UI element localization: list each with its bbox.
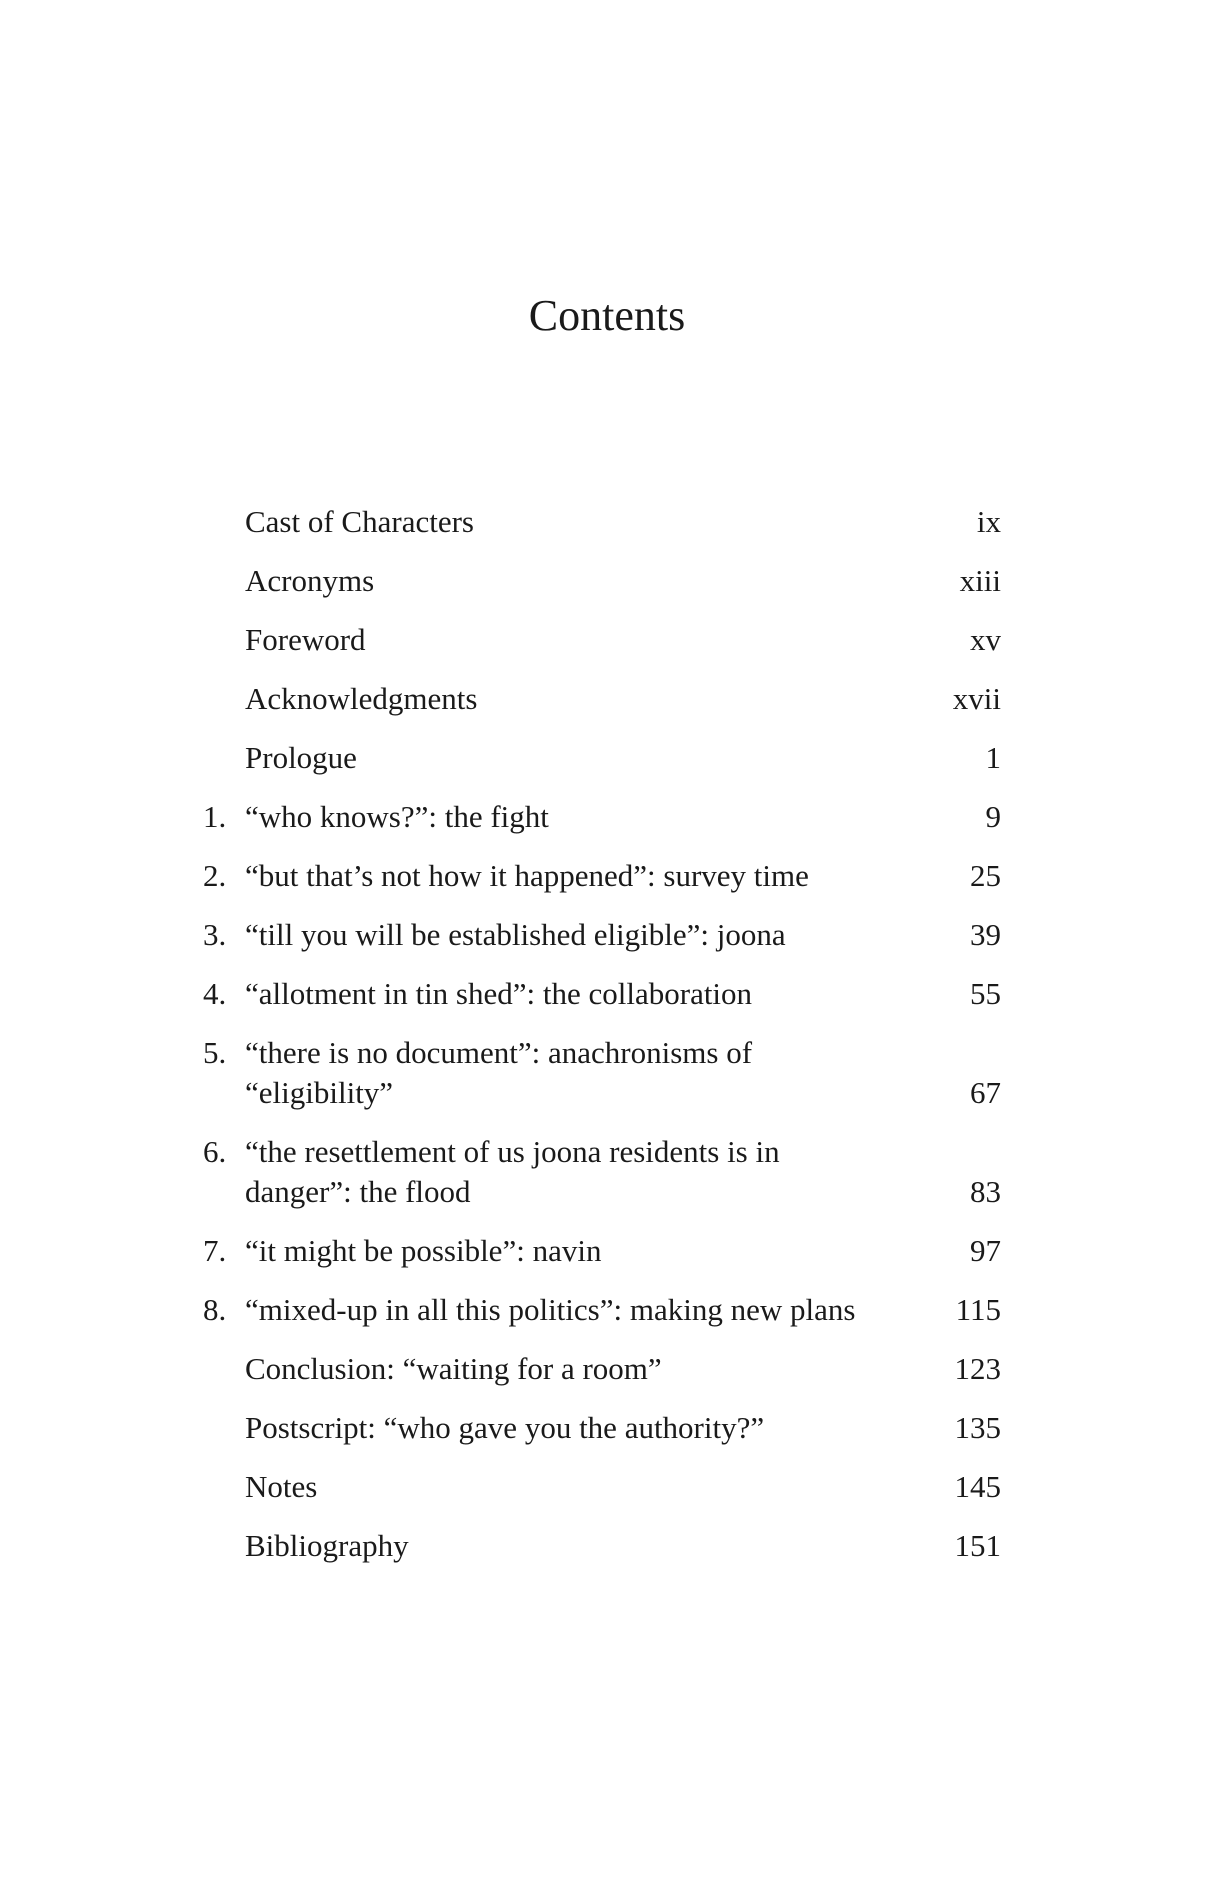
toc-entry-number: 3. [203,917,227,952]
toc-entry-page-number: xvii [952,681,1001,716]
toc-entry-title [245,1349,915,1389]
toc-entry[interactable] [0,1132,1214,1212]
toc-entry-title-line: “but that’s not how it happened”: survey time [245,858,809,893]
toc-entry-page-number: ix [976,504,1001,539]
toc-entry-page-number: 115 [955,1292,1001,1327]
toc-entry-page-number: 123 [954,1351,1001,1386]
toc-entry[interactable] [0,915,1214,955]
toc-entry-page-number: 9 [985,799,1001,834]
toc-entry-page-number: 151 [954,1528,1001,1563]
toc-entry[interactable] [0,1033,1214,1113]
toc-entry-title [245,738,915,778]
toc-entry-page-number: xiii [959,563,1001,598]
toc-entry-title [245,974,915,1014]
toc-entry-title [245,915,915,955]
toc-entry-title-line: Foreword [245,622,366,657]
toc-entry-title [245,561,915,601]
toc-entry-title-line: Prologue [245,740,357,775]
toc-entry-title-line: Acronyms [245,563,375,598]
toc-entry-title [245,620,915,660]
toc-entry-page-number: 67 [970,1075,1001,1110]
toc-entry[interactable] [0,1526,1214,1566]
toc-entry[interactable] [0,856,1214,896]
toc-entry-page-number: 97 [970,1233,1001,1268]
toc-entry-number: 1. [203,799,227,834]
toc-entry-title-line: Cast of Characters [245,504,474,539]
toc-entry[interactable] [0,502,1214,542]
toc-entry[interactable] [0,1290,1214,1330]
toc-entry[interactable] [0,620,1214,660]
toc-entry[interactable] [0,1349,1214,1389]
toc-entry[interactable] [0,561,1214,601]
toc-entry-number: 4. [203,976,227,1011]
toc-entry-title-line: “till you will be established eligible”: joona [245,917,786,952]
toc-entry-page-number: 135 [954,1410,1001,1445]
toc-entry-title-line: “there is no document”: anachronisms of [245,1035,753,1070]
toc-entry-page-number: 25 [970,858,1001,893]
toc-entry[interactable] [0,797,1214,837]
toc-entry-page-number: xv [970,622,1001,657]
toc-entry-title-line: Conclusion: “waiting for a room” [245,1351,662,1386]
toc-entry-page-number: 39 [970,917,1001,952]
toc-entry-number: 5. [203,1035,227,1070]
toc-entry-title [245,797,915,837]
toc-entry-title-line: Bibliography [245,1528,409,1563]
toc-entry[interactable] [0,679,1214,719]
toc-entry-page-number: 1 [985,740,1001,775]
toc-entry-number: 8. [203,1292,227,1327]
page-title: Contents [528,291,686,340]
table-of-contents [0,502,1214,1585]
toc-entry-title-line: “eligibility” [245,1075,394,1110]
toc-entry-title [245,856,915,896]
toc-entry-title-line: “it might be possible”: navin [245,1233,602,1268]
toc-entry-title-line: “mixed-up in all this politics”: making new plans [245,1292,856,1327]
toc-entry-title [245,1526,915,1566]
toc-entry-title [245,1231,915,1271]
toc-entry-title-line: Notes [245,1469,318,1504]
toc-entry-title-line: “who knows?”: the fight [245,799,549,834]
toc-entry-title-line: “allotment in tin shed”: the collaboration [245,976,753,1011]
toc-entry-title-line: “the resettlement of us joona residents is in [245,1134,780,1169]
toc-entry-title [245,679,915,719]
toc-entry-page-number: 83 [970,1174,1001,1209]
toc-entry[interactable] [0,1231,1214,1271]
toc-entry-title [245,502,915,542]
toc-entry-title [245,1467,915,1507]
toc-entry-number: 7. [203,1233,227,1268]
toc-entry[interactable] [0,1408,1214,1448]
toc-entry-number: 6. [203,1134,227,1169]
toc-entry-number: 2. [203,858,227,893]
toc-entry-title [245,1408,915,1448]
toc-entry[interactable] [0,1467,1214,1507]
toc-entry-title-line: danger”: the flood [245,1174,471,1209]
toc-entry[interactable] [0,738,1214,778]
toc-entry[interactable] [0,974,1214,1014]
toc-entry-title-line: Postscript: “who gave you the authority?” [245,1410,765,1445]
toc-entry-title-line: Acknowledgments [245,681,478,716]
toc-entry-page-number: 55 [970,976,1001,1011]
toc-entry-page-number: 145 [954,1469,1001,1504]
toc-entry-title [245,1033,915,1113]
toc-entry-title [245,1290,915,1330]
toc-entry-title [245,1132,915,1212]
